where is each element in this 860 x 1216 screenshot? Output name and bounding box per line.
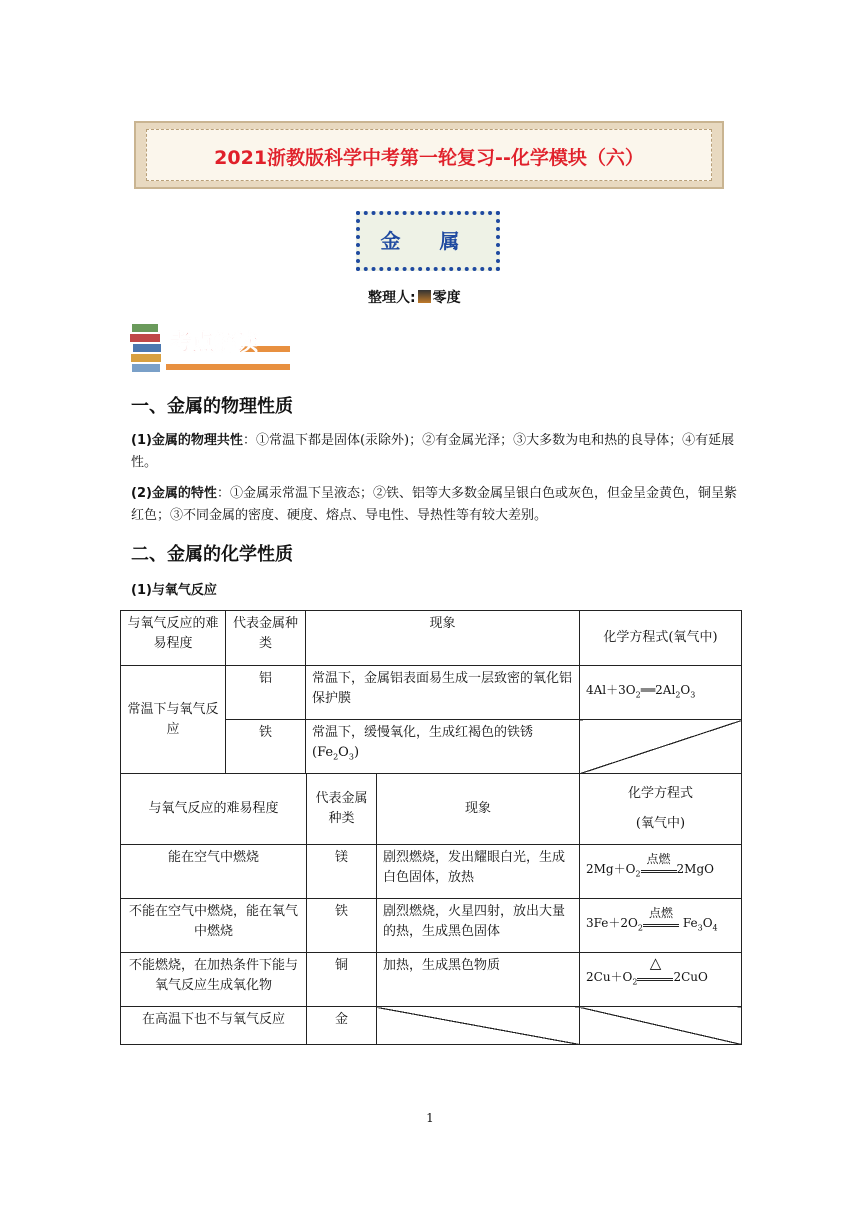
header-cell: 代表金属种类 xyxy=(226,611,306,666)
degree-cell: 能在空气中燃烧 xyxy=(121,845,307,899)
empty-diagonal-cell xyxy=(580,720,742,774)
oxygen-table-2 xyxy=(120,773,742,1045)
table-row xyxy=(121,611,742,666)
organizer-name: 零度 xyxy=(432,290,461,306)
table-row xyxy=(121,774,742,845)
phenomenon-cell: 常温下，金属铝表面易生成一层致密的氧化铝保护膜 xyxy=(306,666,580,720)
phenomenon-cell: 常温下，缓慢氧化，生成红褐色的铁锈$(Fe_2O_3)$ xyxy=(306,720,580,774)
degree-cell: 不能在空气中燃烧，能在氧气中燃烧 xyxy=(121,899,307,953)
section1-heading: 一、金属的物理性质 xyxy=(131,396,293,417)
subsection-oxygen: (1)与氧气反应 xyxy=(131,583,217,598)
metal-cell: 铜 xyxy=(307,953,377,1007)
section1-paragraph1 xyxy=(131,430,743,474)
metal-cell: 镁 xyxy=(307,845,377,899)
section2-heading: 二、金属的化学性质 xyxy=(131,544,293,565)
organizer-prefix: 整理人: xyxy=(368,290,416,306)
equation-cell: $2Cu+O_2$ △ 2CuO xyxy=(580,953,742,1007)
p1-label: (1)金属的物理共性 xyxy=(131,433,243,448)
phenomenon-cell: 剧烈燃烧，火星四射，放出大量的热，生成黑色固体 xyxy=(377,899,580,953)
phenomenon-cell: 加热，生成黑色物质 xyxy=(377,953,580,1007)
p2-label: (2)金属的特性 xyxy=(131,486,217,501)
oxygen-table-1 xyxy=(120,610,742,774)
group-cell: 常温下与氧气反应 xyxy=(121,666,226,774)
degree-cell: 在高温下也不与氧气反应 xyxy=(121,1007,307,1045)
header-cell: 代表金属种类 xyxy=(307,774,377,845)
table-row xyxy=(121,953,742,1007)
phenomenon-cell: 剧烈燃烧，发出耀眼白光，生成白色固体，放热 xyxy=(377,845,580,899)
table-row xyxy=(121,899,742,953)
p1-text: ：①常温下都是固体(汞除外)；②有金属光泽；③大多数为电和热的良导体；④有延展性。 xyxy=(131,433,735,470)
header-cell: 化学方程式 (氧气中) xyxy=(580,774,742,845)
organizer-line xyxy=(368,287,461,307)
topic-box: 金 属 xyxy=(356,211,500,271)
header-cell: 现象 xyxy=(306,611,580,666)
header-cell: 与氧气反应的难易程度 xyxy=(121,774,307,845)
p2-text: ：①金属汞常温下呈液态；②铁、铝等大多数金属呈银白色或灰色，但金呈金黄色，铜呈紫红色；③不同金属的密度、硬度、熔点、导电性、导热性等有较大差别。 xyxy=(131,486,737,523)
header-cell: 现象 xyxy=(377,774,580,845)
metal-cell: 铁 xyxy=(307,899,377,953)
title-banner xyxy=(134,121,724,189)
document-title: 2021浙教版科学中考第一轮复习--化学模块（六） xyxy=(214,147,644,169)
metal-cell: 铝 xyxy=(226,666,306,720)
equation-cell: $3Fe+2O_2$ 点燃 $Fe_3O_4$ xyxy=(580,899,742,953)
empty-diagonal-cell xyxy=(377,1007,580,1045)
table-row xyxy=(121,1007,742,1045)
table-row xyxy=(121,845,742,899)
metal-cell: 铁 xyxy=(226,720,306,774)
equation-cell: $2Mg+O_2$ 点燃 2MgO xyxy=(580,845,742,899)
header-cell: 化学方程式(氧气中) xyxy=(580,611,742,666)
badge-text: 考点解读 xyxy=(170,331,259,356)
section1-paragraph2 xyxy=(131,483,743,527)
page-number: 1 xyxy=(426,1111,434,1125)
key-points-badge xyxy=(130,318,298,374)
organizer-avatar-icon xyxy=(418,290,431,303)
table-row xyxy=(121,666,742,720)
header-cell: 与氧气反应的难易程度 xyxy=(121,611,226,666)
metal-cell: 金 xyxy=(307,1007,377,1045)
equation-cell: $4Al+3O_2══2Al_2O_3$ xyxy=(580,666,742,720)
degree-cell: 不能燃烧，在加热条件下能与氧气反应生成氧化物 xyxy=(121,953,307,1007)
empty-diagonal-cell xyxy=(580,1007,742,1045)
